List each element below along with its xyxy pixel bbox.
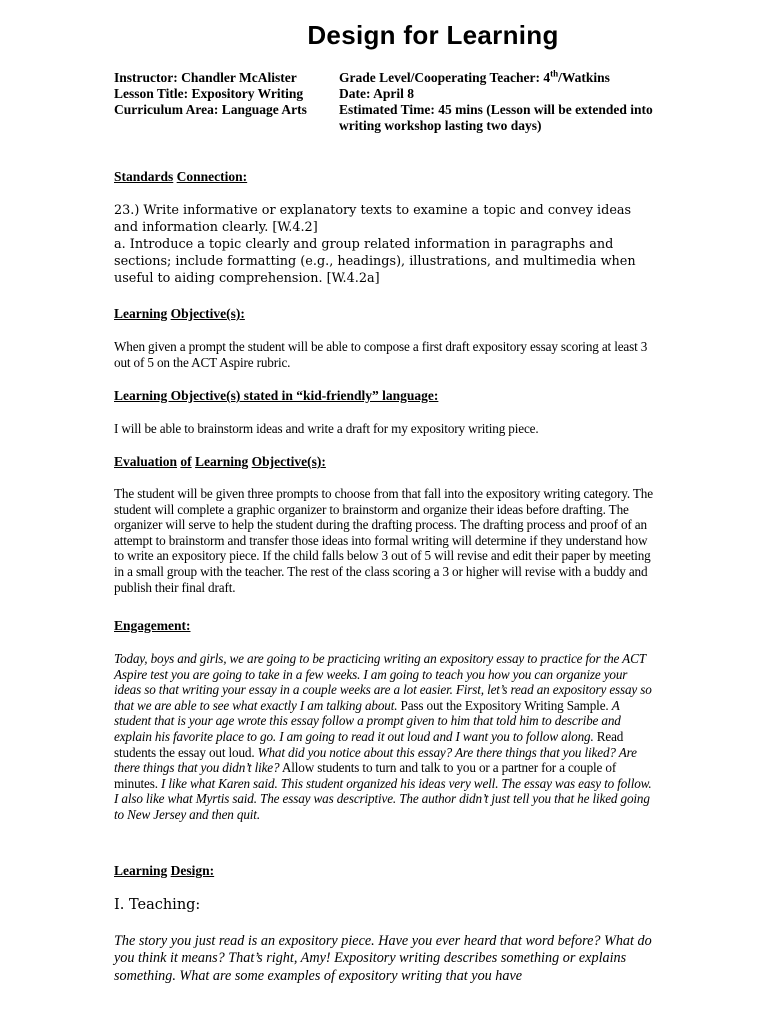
evaluation-heading: Evaluation of Learning Objective(s): <box>114 454 326 469</box>
standards-heading: Standards Connection: <box>114 169 248 184</box>
page-title: Design for Learning <box>307 20 559 50</box>
objectives-heading: Learning Objective(s): <box>114 306 245 321</box>
header-right <box>339 70 659 134</box>
curriculum-line: Curriculum Area: Language Arts <box>114 102 307 117</box>
engagement-script-1: Today, boys and girls, we are going to be practicing writing an expository essay to practice for the ACT Aspire test you are going to take in a few weeks. I am going to teach you how you can organize your ideas so that writing your essay in a couple weeks are a lot easier. First, let’s read an expository essay so that we are able to see what exactly I am talking about. <box>114 651 652 713</box>
standard-w42a: a. Introduce a topic clearly and group related information in paragraphs and sections; include formatting (e.g., headings), illustrations, and multimedia when useful to aiding comprehension. [W.4.2a] <box>114 237 636 286</box>
kid-friendly-text: I will be able to brainstorm ideas and write a draft for my expository writing piece. <box>114 421 539 436</box>
grade-text: Grade Level/Cooperating Teacher: 4 <box>339 70 551 85</box>
header-left <box>114 70 334 118</box>
estimated-time-line: Estimated Time: 45 mins (Lesson will be extended into writing workshop lasting two days) <box>339 102 653 133</box>
engagement-heading: Engagement: <box>114 618 191 633</box>
engagement-script-3: What did you notice about this essay? Are there things that you liked? Are there things that you didn’t like? <box>114 744 637 776</box>
grade-suffix: /Watkins <box>558 70 610 85</box>
objectives-text: When given a prompt the student will be able to compose a first draft expository essay scoring at least 3 out of 5 on the ACT Aspire rubric. <box>114 339 648 370</box>
learning-design-heading: Learning Design: <box>114 863 215 878</box>
lesson-title-line: Lesson Title: Expository Writing <box>114 86 304 101</box>
kid-friendly-heading: Learning Objective(s) stated in “kid-friendly” language: <box>114 388 439 403</box>
instructor-line: Instructor: Chandler McAlister <box>114 70 297 85</box>
engagement-script-4: I like what Karen said. This student organized his ideas very well. The essay was easy to follow. I also like what Myrtis said. The essay was descriptive. The author didn’t just tell you that he liked going to New Jersey and then quit. <box>114 775 652 822</box>
date-line: Date: April 8 <box>339 86 414 101</box>
engagement-direction-1: Pass out the Expository Writing Sample. <box>397 697 612 713</box>
engagement-direction-3: Allow students to turn and talk to you or a partner for a couple of minutes. <box>114 760 617 791</box>
teaching-label: I. Teaching: <box>114 897 201 913</box>
engagement-script-2: A student that is your age wrote this essay follow a prompt given to him that told him to describe and explain his favorite place to go. I am going to read it out loud and I want you to follow along. <box>114 697 621 744</box>
engagement-direction-2: Read students the essay out loud. <box>114 728 624 760</box>
grade-superscript: th <box>550 68 559 79</box>
learning-design-text: The story you just read is an expository piece. Have you ever heard that word before? What do you think it means? That’s right, Amy! Expository writing describes something or explains something. What are some examples of expository writing that you have <box>114 933 652 984</box>
evaluation-text: The student will be given three prompts to choose from that fall into the expository writing category. The student will complete a graphic organizer to brainstorm and organize their ideas before drafting. The organizer will serve to help the student during the drafting process. The drafting process and proof of an attempt to brainstorm and transfer those ideas into formal writing will determine if they understand how to write an expository piece. If the child falls below 3 out of 5 will revise and edit their paper by meeting in a small group with the teacher. The rest of the class scoring a 3 or higher will revise with a buddy and publish their final draft. <box>114 486 653 595</box>
grade-line <box>339 70 659 86</box>
standards-text <box>114 202 659 287</box>
standard-w42: 23.) Write informative or explanatory texts to examine a topic and convey ideas and information clearly. [W.4.2] <box>114 203 632 235</box>
engagement-text <box>114 651 654 823</box>
